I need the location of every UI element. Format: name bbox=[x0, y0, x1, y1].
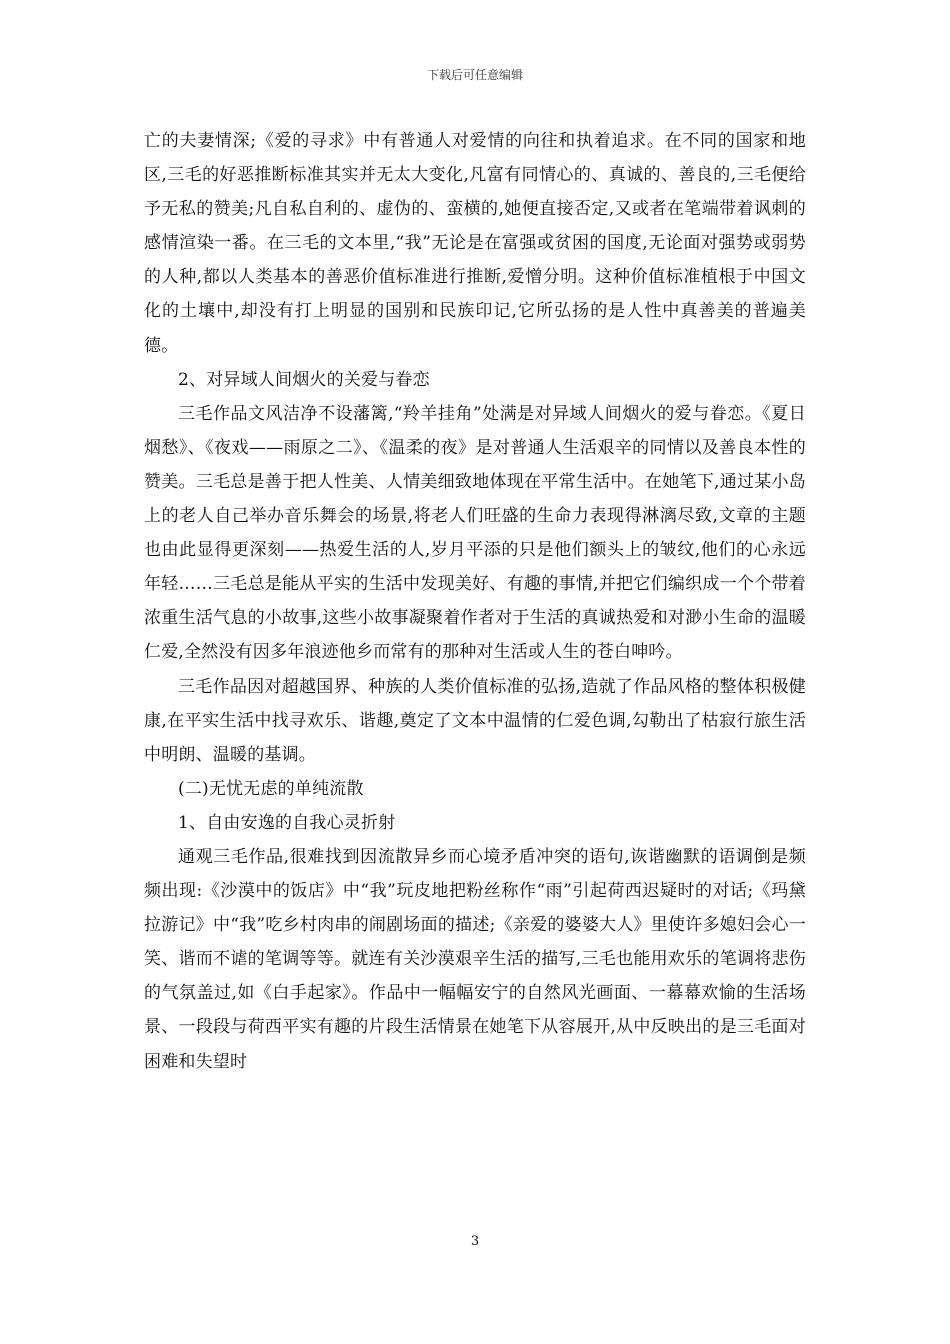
page-number: 3 bbox=[470, 1234, 480, 1249]
paragraph: 三毛作品因对超越国界、种族的人类价值标准的弘扬,造就了作品风格的整体积极健康,在平实生活中找寻欢乐、谐趣,奠定了文本中温情的仁爱色调,勾勒出了枯寂行旅生活中明朗、温暖的基调。 bbox=[144, 676, 806, 765]
page-header: 下载后可任意编辑 bbox=[426, 68, 523, 82]
section-heading-2: 2、对异域人间烟火的关爱与眷恋 bbox=[178, 369, 430, 390]
paragraph: 三毛作品文风洁净不设藩篱,“羚羊挂角”处满是对异域人间烟火的爱与眷恋。《夏日烟愁》、《夜戏——雨原之二》、《温柔的夜》是对普通人生活艰辛的同情以及善良本性的赞美。三毛总是善于把人性美、人情美细致地体现在平常生活中。在她笔下,通过某小岛上的老人自己举办音乐舞会的场景,将老人们旺盛的生命力表现得淋漓尽致,文章的主题也由此显得更深刻——热爱生活的人,岁月平添的只是他们额头上的皱纹,他们的心永远年轻……三毛总是能从平实的生活中发现美好、有趣的事情,并把它们编织成一个个带着浓重生活气息的小故事,这些小故事凝聚着作者对于生活的真诚热爱和对渺小生命的温暖仁爱,全然没有因多年浪迹他乡而常有的那种对生活或人生的苍白呻吟。 bbox=[144, 403, 806, 663]
section-heading-er: (二)无忧无虑的单纯流散 bbox=[178, 778, 364, 799]
paragraph: 通观三毛作品,很难找到因流散异乡而心境矛盾冲突的语句,诙谐幽默的语调倒是频频出现:《沙漠中的饭店》中“我”玩皮地把粉丝称作“雨”引起荷西迟疑时的对话;《玛黛拉游记》中“我”吃乡村肉串的闹剧场面的描述;《亲爱的婆婆大人》里使许多媳妇会心一笑、谐而不谑的笔调等等。就连有关沙漠艰辛生活的描写,三毛也能用欢乐的笔调将悲伤的气氛盖过,如《白手起家》。作品中一幅幅安宁的自然风光画面、一幕幕欢愉的生活场景、一段段与荷西平实有趣的片段生活情景在她笔下从容展开,从中反映出的是三毛面对困难和失望时 bbox=[144, 846, 806, 1072]
section-heading-1: 1、自由安逸的自我心灵折射 bbox=[178, 812, 396, 833]
paragraph-continuation: 亡的夫妻情深;《爱的寻求》中有普通人对爱情的向往和执着追求。在不同的国家和地区,三毛的好恶推断标准其实并无太大变化,凡富有同情心的、真诚的、善良的,三毛便给予无私的赞美;凡自私自利的、虚伪的、蛮横的,她便直接否定,又或者在笔端带着讽刺的感情渲染一番。在三毛的文本里,“我”无论是在富强或贫困的国度,无论面对强势或弱势的人种,都以人类基本的善恶价值标准进行推断,爱憎分明。这种价值标准植根于中国文化的土壤中,却没有打上明显的国别和民族印记,它所弘扬的是人性中真善美的普遍美德。 bbox=[144, 131, 806, 356]
document-body bbox=[144, 124, 806, 1079]
